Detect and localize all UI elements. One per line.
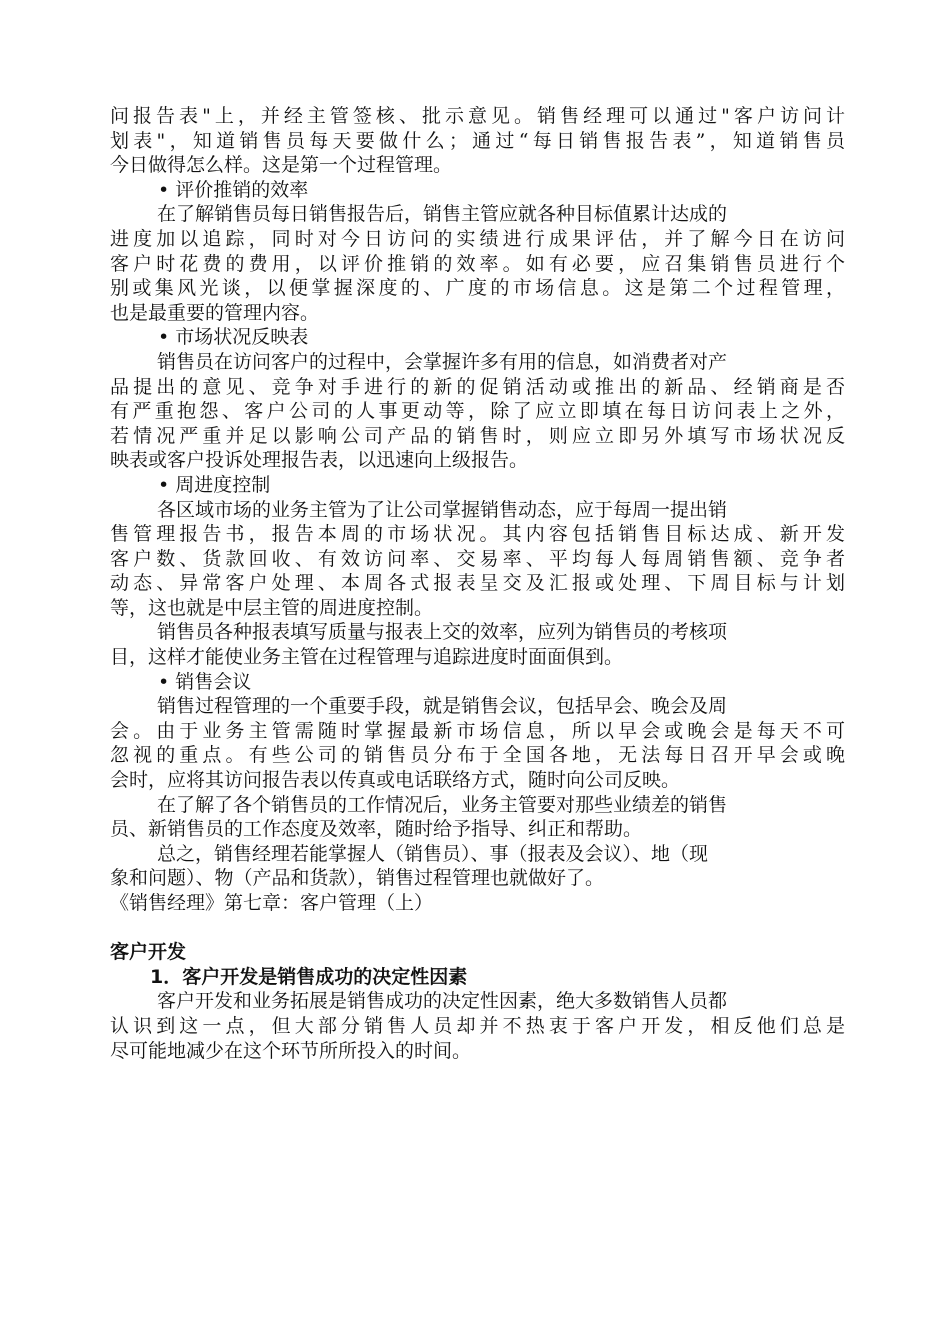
paragraph-line: 销售过程管理的一个重要手段，就是销售会议，包括早会、晚会及周 bbox=[157, 695, 728, 718]
paragraph-line: 售管理报告书，报告本周的市场状况。其内容包括销售目标达成、新开发 bbox=[110, 523, 845, 546]
paragraph-line: 若情况严重并足以影响公司产品的销售时，则应立即另外填写市场状况反 bbox=[110, 424, 845, 447]
paragraph-line: 认识到这一点，但大部分销售人员却并不热衷于客户开发，相反他们总是 bbox=[110, 1014, 845, 1037]
paragraph-line: 有严重抱怨、客户公司的人事更动等，除了应立即填在每日访问表上之外， bbox=[110, 400, 845, 423]
paragraph-line: 象和问题）、物（产品和货款），销售过程管理也就做好了。 bbox=[110, 867, 605, 890]
bullet-heading-sales-meeting: • 销售会议 bbox=[158, 670, 252, 693]
paragraph-line: 客户数、货款回收、有效访问率、交易率、平均每人每周销售额、竞争者 bbox=[110, 547, 845, 570]
paragraph-line: 划表"，知道销售员每天要做什么；通过“每日销售报告表”，知道销售员 bbox=[110, 129, 845, 152]
paragraph-line: 今日做得怎么样。这是第一个过程管理。 bbox=[110, 154, 453, 177]
paragraph-line: 客户开发和业务拓展是销售成功的决定性因素，绝大多数销售人员都 bbox=[157, 990, 728, 1013]
paragraph-line: 目，这样才能使业务主管在过程管理与追踪进度时面面俱到。 bbox=[110, 646, 624, 669]
paragraph-line: 客户时花费的费用，以评价推销的效率。如有必要，应召集销售员进行个 bbox=[110, 252, 845, 275]
paragraph-line: 进度加以追踪，同时对今日访问的实绩进行成果评估，并了解今日在访问 bbox=[110, 227, 845, 250]
bullet-heading-market-report: • 市场状况反映表 bbox=[158, 326, 309, 349]
paragraph-line: 在了解销售员每日销售报告后，销售主管应就各种目标值累计达成的 bbox=[157, 203, 728, 226]
blank-line bbox=[110, 916, 845, 941]
paragraph-line: 动态、异常客户处理、本周各式报表呈交及汇报或处理、下周目标与计划 bbox=[110, 572, 845, 595]
chapter-title: 《销售经理》第七章：客户管理（上） bbox=[110, 892, 434, 914]
section-heading: 客户开发 bbox=[110, 941, 187, 964]
paragraph-line: 各区域市场的业务主管为了让公司掌握销售动态，应于每周一提出销 bbox=[157, 498, 728, 521]
paragraph-line: 会时，应将其访问报告表以传真或电话联络方式，随时向公司反映。 bbox=[110, 769, 681, 792]
subsection-heading: 1．客户开发是销售成功的决定性因素 bbox=[150, 965, 468, 988]
paragraph-line: 问报告表"上，并经主管签核、批示意见。销售经理可以通过"客户访问计 bbox=[110, 105, 845, 127]
document-page bbox=[110, 104, 845, 1063]
paragraph-line: 会。由于业务主管需随时掌握最新市场信息，所以早会或晚会是每天不可 bbox=[110, 719, 845, 742]
bullet-heading-weekly-control: • 周进度控制 bbox=[158, 473, 271, 496]
paragraph-line: 在了解了各个销售员的工作情况后，业务主管要对那些业绩差的销售 bbox=[157, 793, 728, 816]
paragraph-line: 品提出的意见、竞争对手进行的新的促销活动或推出的新品、经销商是否 bbox=[110, 375, 845, 398]
paragraph-line: 员、新销售员的工作态度及效率，随时给予指导、纠正和帮助。 bbox=[110, 818, 643, 841]
paragraph-line: 忽视的重点。有些公司的销售员分布于全国各地，无法每日召开早会或晚 bbox=[110, 744, 845, 767]
paragraph-line: 也是最重要的管理内容。 bbox=[110, 301, 320, 324]
paragraph-line: 尽可能地减少在这个环节所所投入的时间。 bbox=[110, 1039, 472, 1062]
paragraph-line: 总之，销售经理若能掌握人（销售员）、事（报表及会议）、地（现 bbox=[157, 842, 709, 865]
paragraph-line: 等，这也就是中层主管的周进度控制。 bbox=[110, 596, 434, 619]
paragraph-line: 别或集风光谈，以便掌握深度的、广度的市场信息。这是第二个过程管理， bbox=[110, 277, 845, 300]
paragraph-line: 销售员各种报表填写质量与报表上交的效率，应列为销售员的考核项 bbox=[157, 621, 728, 644]
paragraph-line: 销售员在访问客户的过程中，会掌握许多有用的信息，如消费者对产 bbox=[157, 350, 728, 373]
paragraph-line: 映表或客户投诉处理报告表，以迅速向上级报告。 bbox=[110, 449, 529, 472]
bullet-heading-efficiency: • 评价推销的效率 bbox=[158, 178, 309, 201]
